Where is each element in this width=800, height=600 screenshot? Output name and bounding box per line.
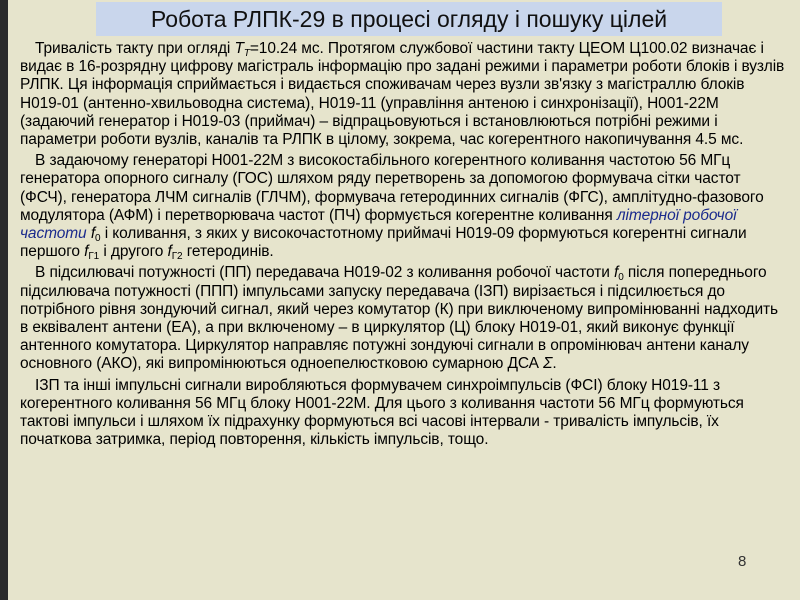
p2-text-4: і другого [99, 243, 168, 261]
p2-text-3: і коливання, з яких у високочастотному приймачі Н019-09 формуються когерентні сигнали першого [20, 225, 747, 261]
p4-text-1: ІЗП та інші імпульсні сигнали виробляються формувачем синхроімпульсів (ФСІ) блоку Н019-11 з когерентного коливання 56 МГц блоку Н001-22М. Для цього з коливання частоти 56 МГц формуються тактові імпульси і шляхом їх підрахунку формуються всі часові інтервали - тривалість імпульсів, їх початкова затримка, період повторення, кількість імпульсів, тощо. [20, 376, 744, 449]
working-frequency-link[interactable]: літерної робочої частоти [20, 206, 737, 243]
p2-text-1: В задаючому генераторі Н001-22М з високостабільного когерентного коливання частотою 56 МГц генератора опорного сигналу (ГОС) шляхом ряду перетворень за допомогою формувача сітки частот (ФСЧ), генератора ЛЧМ сигналів (ГЛЧМ), формувача гетеродинних сигналів (ФГС), амплітудно-фазового модулятора (АФМ) і перетворювача частот (ПЧ) формується когерентне коливання [20, 152, 764, 224]
slide-body [20, 40, 790, 452]
p1-text-1: Тривалість такту при огляді [35, 40, 235, 57]
page-title: Робота РЛПК-29 в процесі огляду і пошуку цілей [150, 6, 668, 32]
p2-fg2-sub: Г2 [171, 251, 183, 263]
paragraph-1 [20, 40, 790, 149]
paragraph-2 [20, 152, 790, 261]
p1-text-2: =10.24 мс. Протягом службової частини такту ЦЕОМ Ц100.02 визначає і видає в 16-розрядну цифрову магістраль інформацію про задані режими і параметри роботи блоків і вузлів РЛПК. Ця інформація сприймається і видається споживачам через вузли зв'язку з магістраллю блоків Н019-01 (антенно-хвильоводна система), Н019-11 (управління антеною і синхронізації), Н001-22М (задаючий генератор і Н019-03 (приймач) – відпрацьовуються і встановлюються потрібні режими і параметри роботи вузлів, каналів та РЛПК в цілому, зокрема, час когерентного накопичування 4.5 мс. [20, 40, 785, 149]
p3-sigma: Σ [543, 355, 553, 373]
p1-t-var: Т [234, 40, 244, 57]
paragraph-3 [20, 264, 790, 373]
p2-f0-sub: 0 [95, 233, 101, 245]
title-banner [96, 2, 722, 36]
p2-fg2-var: f [167, 243, 172, 261]
p3-text-3: . [552, 355, 557, 373]
p2-fg1-var: f [84, 243, 89, 261]
p3-text-2: після попереднього підсилювача потужності (ППП) імпульсами запуску передавача (ІЗП) вирізається і підсилюється до потрібного рівня зондуючий сигнал, який через комутатор (К) при виключеному випромінюванні надходить в еквівалент антени (ЕА), а при включеному – в циркулятор (Ц) блоку Н019-01, який виконує функції антенного комутатора. Циркулятор направляє потужні зондуючі сигнали в опромінювач антени каналу основного (АКО), які випромінюються одноепелюстковою сумарною ДСА [20, 264, 779, 373]
p3-f0-sub: 0 [618, 272, 624, 284]
p1-t-sub: Т [243, 48, 250, 59]
p3-f0-var: f [613, 264, 619, 282]
slide-number: 8 [738, 553, 747, 570]
paragraph-4 [20, 377, 790, 450]
p2-fg1-sub: Г1 [88, 251, 100, 263]
left-edge-bar [0, 0, 8, 600]
p2-text-5: гетеродинів. [182, 243, 274, 261]
p2-f0-var: f [90, 225, 96, 243]
p3-text-1: В підсилювачі потужності (ПП) передавача Н019-02 з коливання робочої частоти [35, 264, 614, 282]
